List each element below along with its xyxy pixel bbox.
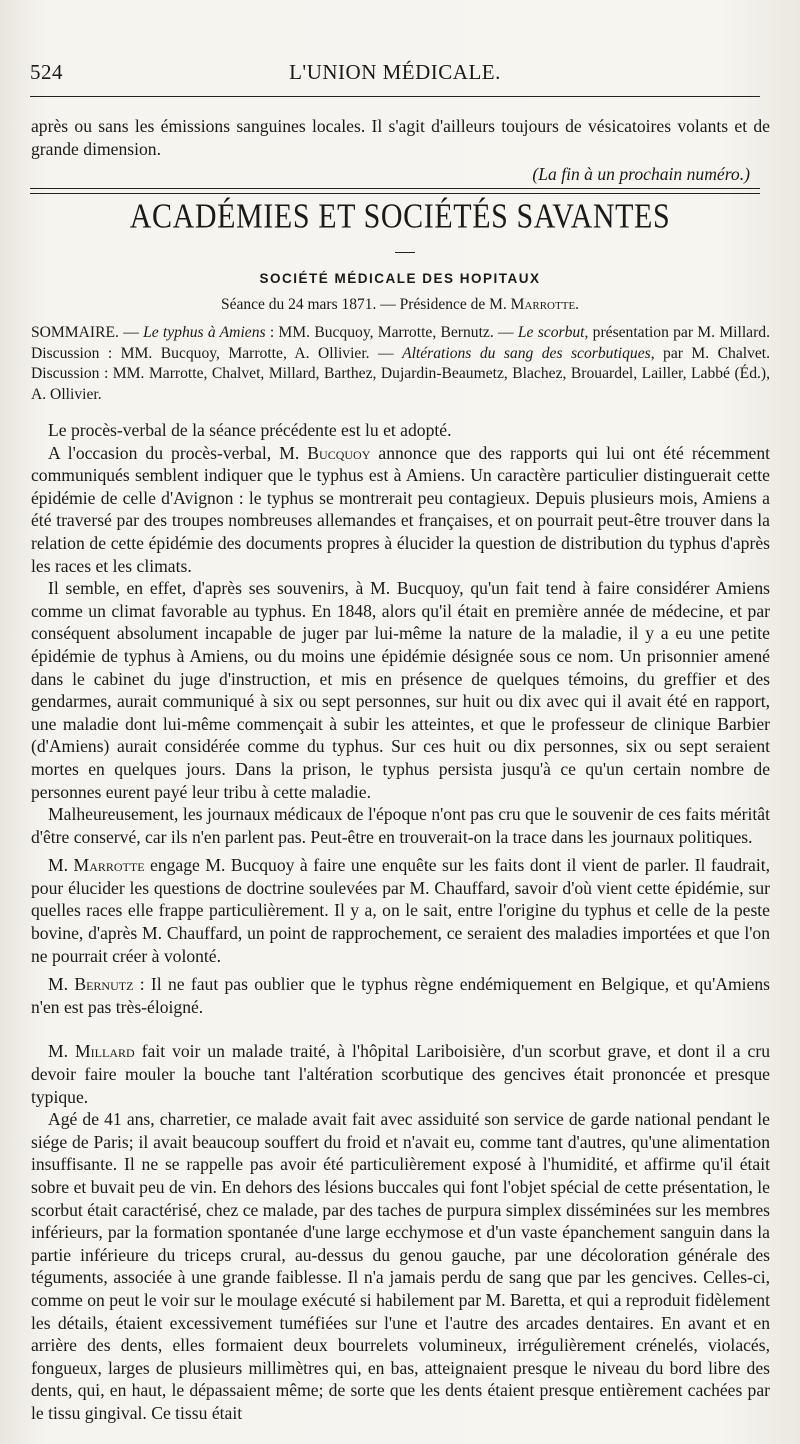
- paragraph-marrotte-rest: engage M. Bucquoy à faire une enquête sur les faits dont il vient de parler. Il faudrait, pour élucider les questions de doctrine soulevées par M. Chauffard, savoir d'où vient cette épidémie, sur quelles races elle frappe particulièrement. Il y a, on le sait, entre l'origine du typhus et celle de la peste bovine, d'après M. Chauffard, un point de rapprochement, ce seraient des maladies importées et que l'on ne pourrait créer à volonté.: [31, 855, 770, 966]
- seance-date: Séance du 24 mars 1871. — Présidence de M.: [220, 296, 511, 313]
- sommaire-topic-1: Le typhus à Amiens: [143, 324, 266, 341]
- sommaire-topic-3: Altérations du sang des scorbutiques: [402, 344, 651, 362]
- paragraph-bucquoy: [31, 442, 770, 578]
- paragraph-millard-pre: M.: [48, 1041, 76, 1062]
- sommaire-topic-2: Le scorbut: [517, 324, 585, 341]
- paragraph-observation: Agé de 41 ans, charretier, ce malade avait fait avec assiduité son service de garde national pendant le siége de Paris; il avait beaucoup souffert du froid et n'avait eu, comme tant d'autres, qu'une alimentation insuffisante. Il ne se rappelle pas avoir été particulièrement exposé à l'humidité, et affirme qu'il était sobre et buvait peu de vin. En dehors des lésions buccales qui font l'objet spécial de cette présentation, le scorbut était caractérisé, chez ce malade, par des taches de purpura simplex disséminées sur les membres inférieurs, par la formation spontanée d'une large ecchymose et d'un vaste épanchement sanguin dans la partie inférieure du triceps crural, au-dessus du genou gauche, par une décoloration générale des téguments, associée à une grande faiblesse. Il n'a jamais perdu de sang que par les gencives. Celles-ci, comme on peut le voir sur le moulage exécuté si habilement par M. Baretta, et qui a reproduit fidèlement les détails, étaient excessivement tuméfiées sur l'une et l'autre des arcades dentaires. En avant et en arrière des dents, elles formaient deux bourrelets volumineux, irrégulièrement crénelés, violacés, fongueux, larges de plusieurs millimètres qui, en bas, atteignaient presque le niveau du bord libre des dents, qui, en haut, le dépassaient même; de sorte que les dents étaient presque entièrement cachées par le tissu gingival. Ce tissu était: [31, 1109, 770, 1423]
- journal-title: L'UNION MÉDICALE.: [289, 60, 501, 84]
- intro-text: après ou sans les émissions sanguines locales. Il s'agit d'ailleurs toujours de vésicatoires volants et de grande dimension.: [31, 116, 770, 159]
- section-double-rule: [30, 188, 760, 194]
- sommaire-label: SOMMAIRE. —: [31, 324, 144, 341]
- paragraph-bucquoy-pre: A l'occasion du procès-verbal, M.: [48, 442, 308, 463]
- title-short-rule: [395, 252, 415, 253]
- speaker-bernutz: Bernutz: [74, 974, 134, 995]
- sommaire-text: [31, 323, 770, 405]
- society-subtitle: SOCIÉTÉ MÉDICALE DES HOPITAUX: [259, 271, 541, 286]
- body-text: [31, 419, 770, 1425]
- paragraph-bernutz-pre: M.: [48, 974, 75, 995]
- continuation-note: (La fin à un prochain numéro.): [532, 164, 750, 185]
- seance-president: Marrotte.: [510, 296, 580, 313]
- paragraph-bernutz-rest: : Il ne faut pas oublier que le typhus règne endémiquement en Belgique, et qu'Amiens n'en est pas très-éloigné.: [31, 974, 770, 1017]
- section-title: ACADÉMIES ET SOCIÉTÉS SAVANTES: [129, 196, 671, 236]
- paragraph-journaux: Malheureusement, les journaux médicaux de l'époque n'ont pas cru que le souvenir de ces faits méritât d'être conservé, car ils n'en parlent pas. Peut-être en trouverait-on la trace dans les journaux politiques.: [31, 804, 770, 847]
- speaker-bucquoy: Bucquoy: [307, 442, 371, 463]
- speaker-marrotte: Marrotte: [73, 855, 145, 876]
- speaker-millard: Millard: [75, 1041, 135, 1062]
- sommaire-topic-2-rest: , présentation par M. Millard. Discussion : MM. Bucquoy, Marrotte, A. Ollivier. —: [31, 324, 770, 362]
- running-header: [30, 60, 760, 94]
- paragraph-proces-verbal: Le procès-verbal de la séance précédente est lu et adopté.: [48, 420, 452, 440]
- paragraph-souvenirs: Il semble, en effet, d'après ses souvenirs, à M. Bucquoy, qu'un fait tend à faire considérer Amiens comme un climat favorable au typhus. En 1848, alors qu'il était en première année de médecine, et par conséquent absolument incapable de juger par lui-même la nature de la maladie, il y a eu une petite épidémie de typhus à Amiens, ou du moins une épidémie désignée sous ce nom. Un prisonnier amené dans le cabinet du juge d'instruction, et mis en présence de quelques témoins, du greffier et des gendarmes, aurait communiqué à six ou sept personnes, sur huit ou dix avec qui il avait été en rapport, une maladie dont lui-même commençait à subir les atteintes, et que le professeur de clinique Barbier (d'Amiens) aurait considérée comme du typhus. Sur ces huit ou dix personnes, six ou sept seraient mortes en quelques jours. Dans la prison, le typhus persista jusqu'à ce qu'un certain nombre de personnes eurent payé leur tribu à cette maladie.: [31, 578, 770, 802]
- sommaire-topic-1-rest: : MM. Bucquoy, Marrotte, Bernutz. —: [265, 324, 518, 341]
- paragraph-marrotte-pre: M.: [48, 855, 74, 876]
- sommaire-topic-3-rest: , par M. Chalvet. Discussion : MM. Marrotte, Chalvet, Millard, Barthez, Dujardin-Beaumetz, Blachez, Brouardel, Lailler, Labbé (Éd.), A. Ollivier.: [31, 344, 771, 403]
- paragraph-millard: [31, 1040, 770, 1108]
- page-number: 524: [30, 60, 63, 84]
- header-rule: [30, 96, 760, 97]
- seance-line: [0, 296, 800, 314]
- paragraph-bernutz: [31, 973, 770, 1018]
- paragraph-millard-rest: fait voir un malade traité, à l'hôpital Lariboisière, d'un scorbut grave, et dont il a cru devoir faire mouler la bouche tant l'altération scorbutique des gencives était prononcée et presque typique.: [31, 1041, 770, 1107]
- paragraph-bucquoy-rest: annonce que des rapports qui lui ont été récemment communiqués semblent indiquer que le typhus est à Amiens. Un caractère particulier distinguerait cette épidémie de celle d'Avignon : le typhus se montrerait peu contagieux. Depuis plusieurs mois, Amiens a été traversé par des troupes nombreuses allemandes et françaises, et on pourrait peut-être trouver dans la relation de cette épidémie des documents propres à élucider la question de distribution du typhus d'après les races et les climats.: [31, 442, 771, 576]
- paragraph-marrotte: [31, 854, 770, 967]
- sommaire: [31, 323, 770, 405]
- intro-block: [31, 115, 770, 186]
